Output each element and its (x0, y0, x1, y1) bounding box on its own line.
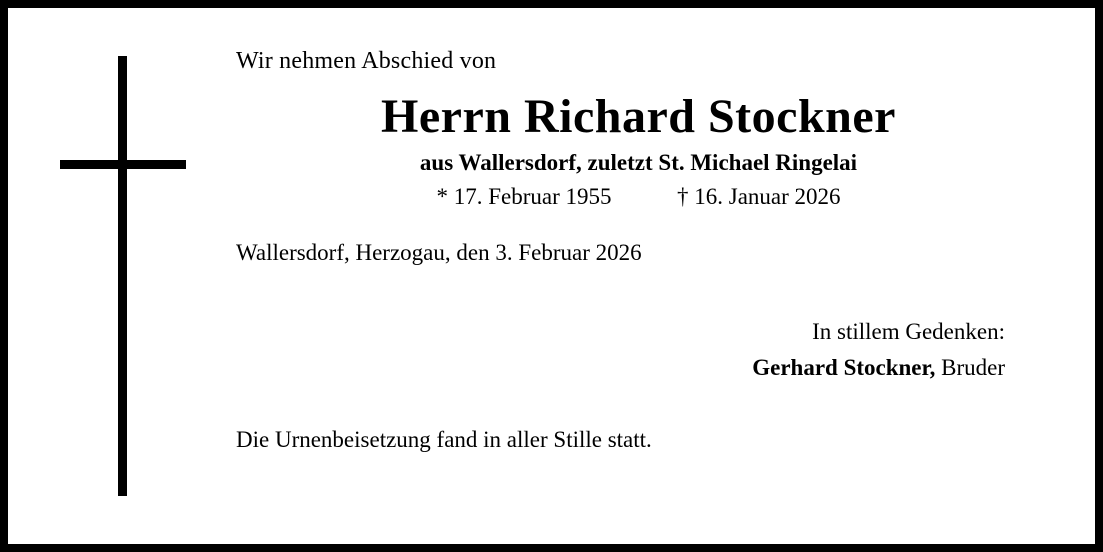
cross-vertical-bar (118, 56, 127, 496)
mourner-line (236, 350, 1005, 386)
memory-block (236, 314, 1055, 385)
memory-label: In stillem Gedenken: (812, 319, 1005, 344)
place-and-date: Wallersdorf, Herzogau, den 3. Februar 2026 (236, 240, 642, 265)
cross-horizontal-bar (60, 160, 186, 169)
birth-date: * 17. Februar 1955 (436, 184, 612, 209)
closing-note: Die Urnenbeisetzung fand in aller Stille statt. (236, 427, 652, 453)
mourner-relation: Bruder (941, 354, 1005, 380)
intro-line: Wir nehmen Abschied von (236, 48, 497, 74)
deceased-name: Herrn Richard Stockner (381, 90, 896, 143)
obituary-notice (8, 8, 1095, 544)
death-date: † 16. Januar 2026 (677, 184, 841, 209)
cross-icon (60, 56, 190, 496)
origin-line: aus Wallersdorf, zuletzt St. Michael Ringelai (419, 150, 858, 175)
obituary-text-block (236, 48, 1055, 476)
mourner-name: Gerhard Stockner, (752, 354, 936, 380)
life-dates (236, 184, 1055, 210)
